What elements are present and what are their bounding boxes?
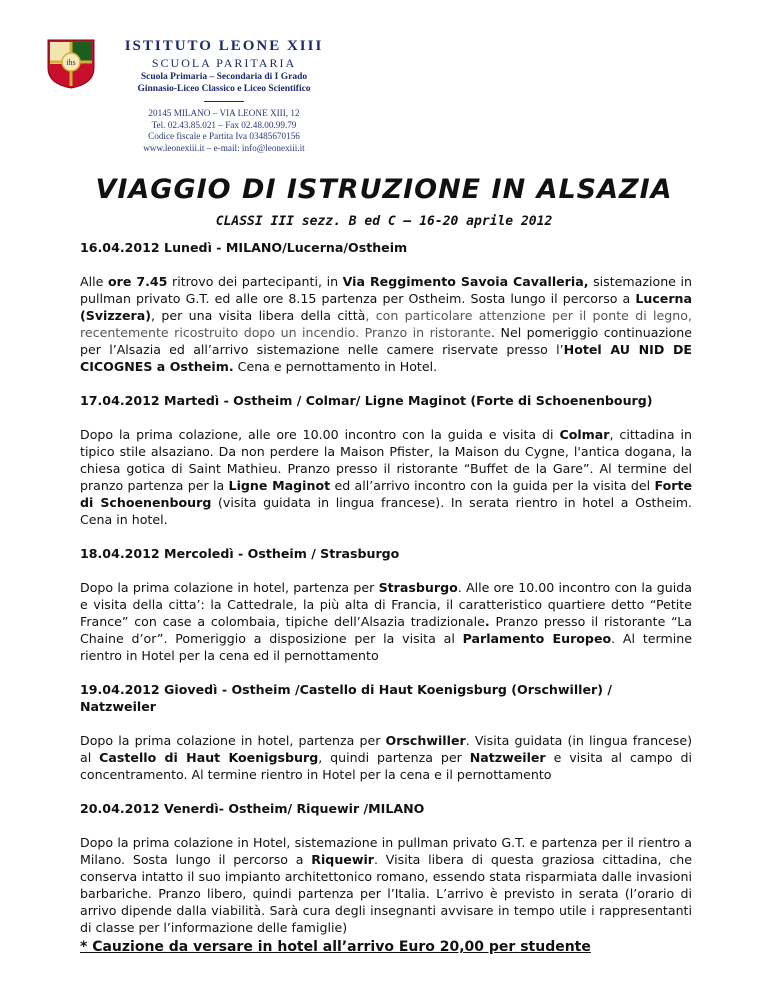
day-heading: 18.04.2012 Mercoledì - Ostheim / Strasburgo xyxy=(80,546,400,561)
bold-text: Hotel AU NID DE CICOGNES a Ostheim. xyxy=(80,342,692,374)
body-text: . Alle ore 10.00 incontro con la guida e visita della citta’: la Cattedrale, la più alta di Francia, il caratteristico quartiere detto “Petite France” con case a colombaia, tipiche dell’Alsazia tradizionale xyxy=(80,580,692,629)
body-text: . Visita libera di questa graziosa cittadina, che conserva intatto il suo impianto architettonico romano, essendo stata risparmiata dalle invasioni barbariche. Pranzo libero, quindi partenza per l’Italia. L’arrivo è previsto in serata (l’orario di arrivo dipende dalla viabilità. Sarà cura degli insegnanti avvisare in tempo utile i rappresentanti di classe per l’informazione delle famiglie) xyxy=(80,852,692,935)
body-text: (visita guidata in lingua francese). In serata rientro in hotel a Ostheim. Cena in hotel. xyxy=(80,495,692,527)
day-5 xyxy=(80,800,692,936)
body-text: , cittadina in tipico stile alsaziano. Da non perdere la Maison Pfister, la Maison du Cygne, l'antica dogana, la chiesa gotica di Saint Mathieu. Pranzo presso il ristorante “Buffet de la Gare”. Al termine del pranzo partenza per la xyxy=(80,427,692,493)
body-text: Dopo la prima colazione in Hotel, sistemazione in pullman privato G.T. e partenza per il rientro a Milano. Sosta lungo il percorso a xyxy=(80,835,692,867)
bold-text: Natzweiler xyxy=(469,750,546,765)
day-3 xyxy=(80,545,692,664)
day-4 xyxy=(80,681,692,783)
day-heading: 16.04.2012 Lunedì - MILANO/Lucerna/Ostheim xyxy=(80,240,408,255)
school-tax-code: Codice fiscale e Partita Iva 03485670156 xyxy=(148,131,300,141)
body-text: Dopo la prima colazione, alle ore 10.00 incontro con la guida e visita di xyxy=(80,427,560,442)
bold-text: Parlamento Europeo xyxy=(462,631,612,646)
day-description xyxy=(80,834,692,936)
body-text: . Nel pomeriggio continuazione per l’Alsazia ed all’arrivo sistemazione nelle camere riservate presso l’ xyxy=(80,325,692,357)
itinerary xyxy=(80,239,692,956)
school-address: 20145 MILANO – VIA LEONE XIII, 12 xyxy=(148,108,300,118)
deposit-note: * Cauzione da versare in hotel all’arrivo Euro 20,00 per studente xyxy=(80,939,591,955)
bold-text: ore 7.45 xyxy=(107,274,168,289)
day-description xyxy=(80,732,692,783)
school-levels-2: Ginnasio-Liceo Classico e Liceo Scientifico xyxy=(137,84,311,94)
day-2 xyxy=(80,392,692,528)
bold-text: Castello di Haut Koenigsburg xyxy=(99,750,319,765)
body-text: Dopo la prima colazione in hotel, partenza per xyxy=(80,733,386,748)
day-heading: 17.04.2012 Martedì - Ostheim / Colmar/ Ligne Maginot (Forte di Schoenenbourg) xyxy=(80,393,653,408)
letterhead xyxy=(44,38,344,158)
school-levels-1: Scuola Primaria – Secondaria di I Grado xyxy=(140,72,308,82)
body-text: . Al termine rientro in Hotel per la cena ed il pernottamento xyxy=(80,631,692,663)
bold-text: Ligne Maginot xyxy=(228,478,331,493)
day-description xyxy=(80,273,692,375)
body-text: Dopo la prima colazione in hotel, partenza per xyxy=(80,580,379,595)
school-name: ISTITUTO LEONE XIII xyxy=(124,38,324,54)
bold-text: Forte di Schoenenbourg xyxy=(80,478,693,510)
bold-text: . xyxy=(484,614,490,629)
body-text: Pranzo presso il ristorante “La Chaine d’or”. Pomeriggio a disposizione per la visita al xyxy=(80,614,692,646)
body-text: ed all’arrivo incontro con la guida per la visita del xyxy=(330,478,655,493)
body-text: ritrovo dei partecipanti, in xyxy=(167,274,343,289)
day-description xyxy=(80,579,692,664)
bold-text: Colmar xyxy=(559,427,610,442)
bold-text: Riquewir xyxy=(311,852,374,867)
school-crest-icon xyxy=(44,38,98,90)
crest-monogram: ihs xyxy=(66,58,76,67)
body-text: Cena e pernottamento in Hotel. xyxy=(233,359,438,374)
day-1 xyxy=(80,239,692,375)
bold-text: Lucerna (Svizzera) xyxy=(80,291,692,323)
school-web-email: www.leonexiii.it – e-mail: info@leonexiii.it xyxy=(143,142,305,153)
bold-text: Via Reggimento Savoia Cavalleria, xyxy=(342,274,589,289)
day-heading: 19.04.2012 Giovedì - Ostheim /Castello di Haut Koenigsburg (Orschwiller) / Natzweiler xyxy=(80,682,612,714)
body-text: , quindi partenza per xyxy=(318,750,470,765)
body-text: , per una visita libera della città xyxy=(151,308,366,323)
body-text: . Visita guidata (in lingua francese) al xyxy=(80,733,692,765)
body-text: Alle xyxy=(80,274,108,289)
day-heading: 20.04.2012 Venerdì- Ostheim/ Riquewir /MILANO xyxy=(80,801,425,816)
body-text: e visita al campo di concentramento. Al termine rientro in Hotel per la cena e il pernottamento xyxy=(80,750,692,782)
grey-text: , con particolare attenzione per il ponte di legno, recentemente ricostruito dopo un incendio. Pranzo in ristorante xyxy=(80,308,692,340)
letterhead-divider xyxy=(204,101,244,102)
bold-text: Strasburgo xyxy=(378,580,458,595)
school-type: SCUOLA PARITARIA xyxy=(151,56,297,70)
school-phone: Tel. 02.43.85.021 – Fax 02.48.00.99.79 xyxy=(151,119,297,130)
body-text: sistemazione in pullman privato G.T. ed alle ore 8.15 partenza per Ostheim. Sosta lungo il percorso a xyxy=(80,274,693,306)
day-description xyxy=(80,426,692,528)
document-subtitle: CLASSI III sezz. B ed C – 16-20 aprile 2012 xyxy=(215,214,553,229)
document-title: VIAGGIO DI ISTRUZIONE IN ALSAZIA xyxy=(95,174,673,205)
bold-text: Orschwiller xyxy=(385,733,466,748)
